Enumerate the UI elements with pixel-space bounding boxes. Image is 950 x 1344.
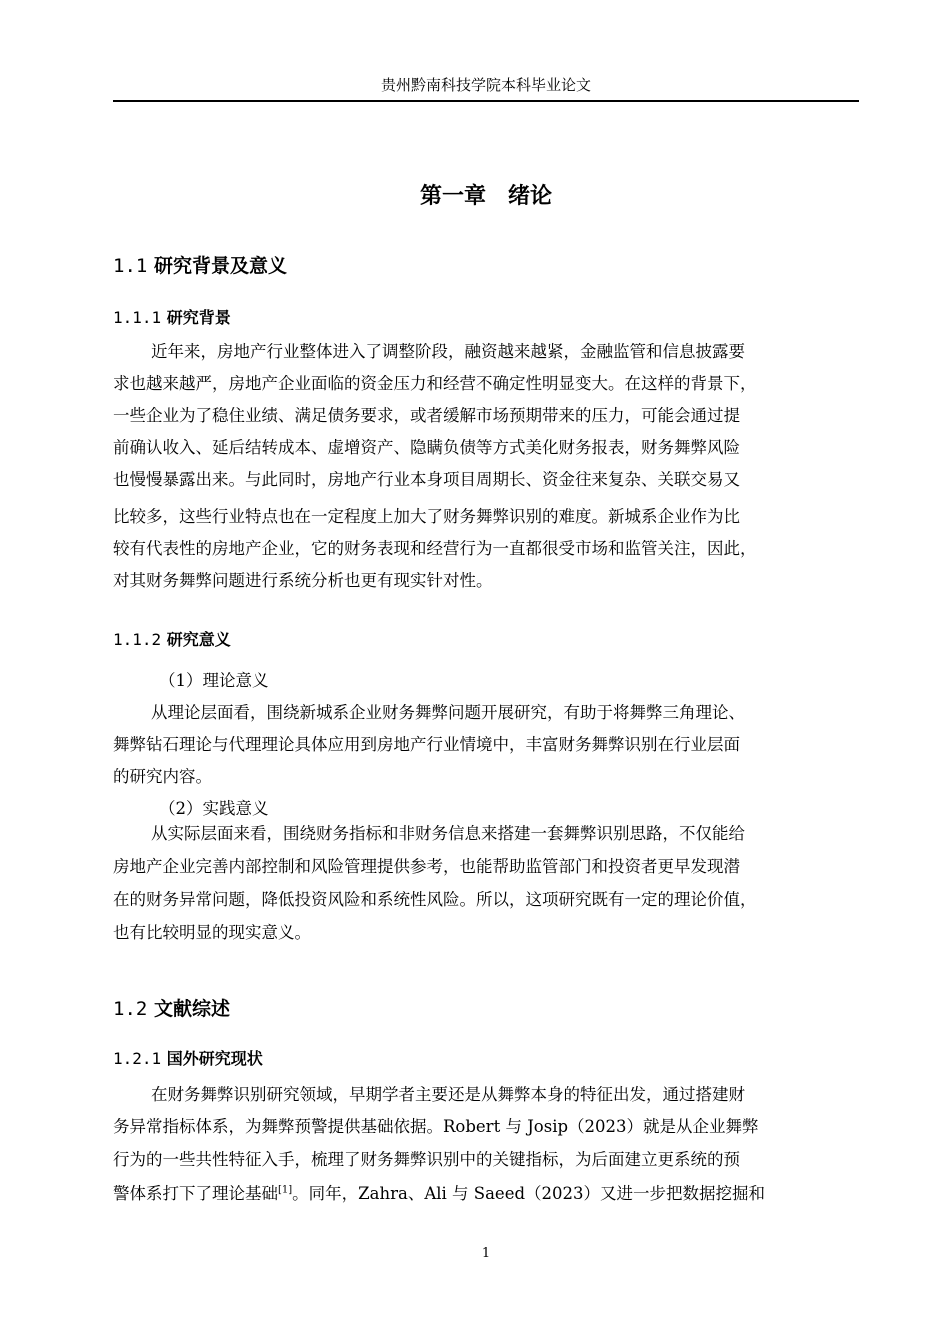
section-number: 1.2 — [113, 998, 148, 1020]
paragraph-line: 舞弊钻石理论与代理理论具体应用到房地产行业情境中，丰富财务舞弊识别在行业层面 — [113, 735, 740, 754]
list-label-practice: （2）实践意义 — [159, 799, 269, 818]
section-title: 研究背景及意义 — [153, 255, 287, 277]
subsection-heading-1-1-2 — [113, 627, 231, 653]
page-header: 贵州黔南科技学院本科毕业论文 — [380, 76, 591, 94]
paragraph-line: 求也越来越严，房地产企业面临的资金压力和经营不确定性明显变大。在这样的背景下， — [113, 374, 757, 393]
paragraph-line: 房地产企业完善内部控制和风险管理提供参考，也能帮助监管部门和投资者更早发现潜 — [113, 857, 740, 876]
paragraph-line: 在的财务异常问题，降低投资风险和系统性风险。所以，这项研究既有一定的理论价值， — [113, 890, 757, 909]
paragraph-line: 比较多，这些行业特点也在一定程度上加大了财务舞弊识别的难度。新城系企业作为比 — [113, 507, 740, 526]
chapter-title: 第一章 绪论 — [419, 183, 552, 209]
paragraph-line: 一些企业为了稳住业绩、满足债务要求，或者缓解市场预期带来的压力，可能会通过提 — [113, 406, 740, 425]
paragraph-text: 警体系打下了理论基础 — [113, 1184, 278, 1203]
paragraph-line: 从理论层面看，围绕新城系企业财务舞弊问题开展研究，有助于将舞弊三角理论、 — [151, 703, 745, 722]
section-title: 文献综述 — [153, 998, 230, 1020]
page-number: 1 — [481, 1246, 491, 1261]
paragraph-line: 近年来，房地产行业整体进入了调整阶段，融资越来越紧，金融监管和信息披露要 — [151, 342, 745, 361]
subsection-heading-1-1-1 — [113, 305, 231, 331]
list-label-theory: （1）理论意义 — [159, 671, 269, 690]
subsection-number: 1.2.1 — [113, 1049, 162, 1068]
paragraph-line: 行为的一些共性特征入手，梳理了财务舞弊识别中的关键指标，为后面建立更系统的预 — [113, 1150, 740, 1169]
subsection-title: 研究背景 — [166, 308, 231, 327]
subsection-title: 国外研究现状 — [166, 1049, 263, 1068]
paragraph-line: 也有比较明显的现实意义。 — [113, 923, 311, 942]
paragraph-line: 也慢慢暴露出来。与此同时，房地产行业本身项目周期长、资金往来复杂、关联交易又 — [113, 470, 740, 489]
paragraph-line: 前确认收入、延后结转成本、虚增资产、隐瞒负债等方式美化财务报表，财务舞弊风险 — [113, 438, 740, 457]
section-number: 1.1 — [113, 255, 148, 277]
paragraph-text: 。同年，Zahra、Ali 与 Saeed（2023）又进一步把数据挖掘和 — [292, 1184, 766, 1203]
paragraph-line: 务异常指标体系，为舞弊预警提供基础依据。Robert 与 Josip（2023）就是从企业舞弊 — [113, 1117, 759, 1136]
subsection-number: 1.1.2 — [113, 630, 162, 649]
paragraph-line: 的研究内容。 — [113, 767, 212, 786]
paragraph-line: 在财务舞弊识别研究领域，早期学者主要还是从舞弊本身的特征出发，通过搭建财 — [151, 1085, 745, 1104]
paragraph-line: 较有代表性的房地产企业，它的财务表现和经营行为一直都很受市场和监管关注，因此， — [113, 539, 757, 558]
paragraph-line — [113, 1179, 765, 1209]
paragraph-line: 对其财务舞弊问题进行系统分析也更有现实针对性。 — [113, 571, 493, 590]
subsection-heading-1-2-1 — [113, 1046, 263, 1072]
paragraph-line: 从实际层面来看，围绕财务指标和非财务信息来搭建一套舞弊识别思路，不仅能给 — [151, 824, 745, 843]
header-rule — [113, 100, 859, 102]
citation-reference: [1] — [278, 1184, 293, 1196]
subsection-number: 1.1.1 — [113, 308, 162, 327]
subsection-title: 研究意义 — [166, 630, 231, 649]
section-heading-1-1 — [113, 251, 287, 281]
section-heading-1-2 — [113, 994, 230, 1024]
